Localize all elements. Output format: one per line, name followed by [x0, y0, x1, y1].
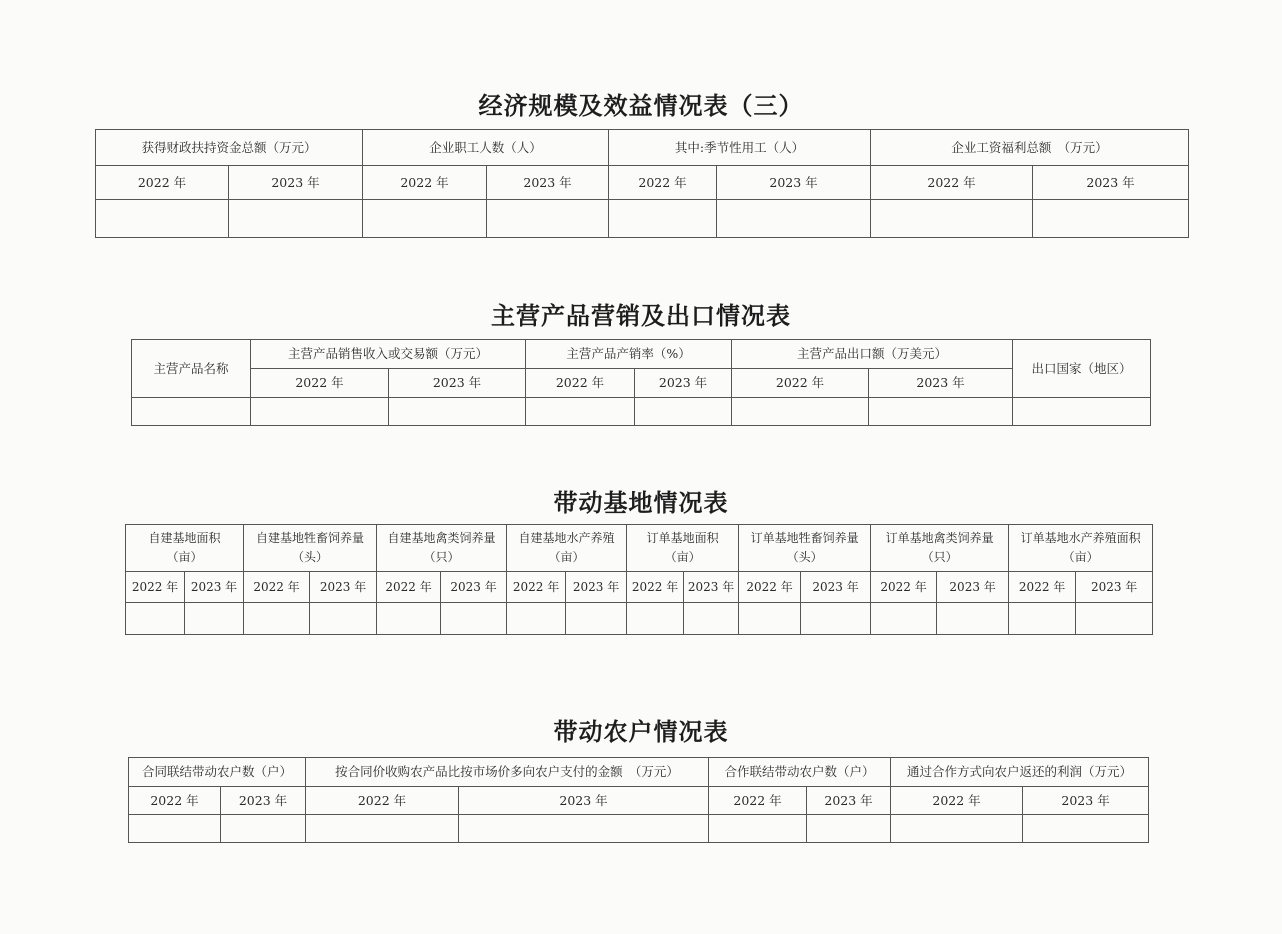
input-cell[interactable]: [377, 603, 441, 635]
input-cell[interactable]: [507, 603, 566, 635]
year-cell: 2022 年: [891, 787, 1023, 815]
year-cell: 2023 年: [185, 572, 244, 603]
year-cell: 2022 年: [377, 572, 441, 603]
header-self-built-aquaculture: 自建基地水产养殖 （亩）: [507, 525, 627, 572]
economic-scale-table: [95, 129, 1189, 238]
header-export-country: 出口国家（地区）: [1013, 340, 1151, 398]
input-cell[interactable]: [306, 815, 459, 843]
header-wage-welfare: 企业工资福利总额 （万元）: [871, 130, 1189, 166]
header-sales-revenue: 主营产品销售收入或交易额（万元）: [251, 340, 526, 369]
input-cell[interactable]: [871, 200, 1033, 238]
year-cell: 2022 年: [126, 572, 185, 603]
header-order-poultry: 订单基地禽类饲养量 （只）: [871, 525, 1009, 572]
input-cell[interactable]: [1013, 398, 1151, 426]
farmer-driving-title: 带动农户情况表: [553, 717, 729, 746]
input-cell[interactable]: [487, 200, 609, 238]
year-cell: 2023 年: [807, 787, 891, 815]
input-cell[interactable]: [363, 200, 487, 238]
year-cell: 2022 年: [609, 166, 717, 200]
input-cell[interactable]: [96, 200, 229, 238]
base-driving-title: 带动基地情况表: [553, 488, 729, 517]
input-cell[interactable]: [871, 603, 937, 635]
input-cell[interactable]: [717, 200, 871, 238]
input-cell[interactable]: [801, 603, 871, 635]
year-cell: 2023 年: [487, 166, 609, 200]
product-marketing-title: 主营产品营销及出口情况表: [491, 301, 791, 330]
base-driving-table: [125, 524, 1153, 635]
year-cell: 2023 年: [1023, 787, 1149, 815]
header-coop-farmers: 合作联结带动农户数（户）: [709, 758, 891, 787]
input-cell[interactable]: [937, 603, 1009, 635]
year-cell: 2022 年: [739, 572, 801, 603]
economic-scale-title: 经济规模及效益情况表（三）: [478, 91, 804, 120]
year-cell: 2023 年: [1033, 166, 1189, 200]
input-cell[interactable]: [566, 603, 627, 635]
input-cell[interactable]: [389, 398, 526, 426]
input-cell[interactable]: [251, 398, 389, 426]
year-cell: 2023 年: [937, 572, 1009, 603]
input-cell[interactable]: [684, 603, 739, 635]
input-cell[interactable]: [129, 815, 221, 843]
year-cell: 2022 年: [526, 369, 635, 398]
year-cell: 2022 年: [627, 572, 684, 603]
year-cell: 2022 年: [96, 166, 229, 200]
input-cell[interactable]: [709, 815, 807, 843]
header-self-built-poultry: 自建基地禽类饲养量 （只）: [377, 525, 507, 572]
input-cell[interactable]: [627, 603, 684, 635]
year-cell: 2022 年: [732, 369, 869, 398]
input-cell[interactable]: [126, 603, 185, 635]
year-cell: 2023 年: [459, 787, 709, 815]
product-marketing-table: [131, 339, 1151, 426]
input-cell[interactable]: [1023, 815, 1149, 843]
header-order-area: 订单基地面积 （亩）: [627, 525, 739, 572]
header-self-built-livestock: 自建基地牲畜饲养量 （头）: [244, 525, 377, 572]
input-cell[interactable]: [221, 815, 306, 843]
input-cell[interactable]: [310, 603, 377, 635]
input-cell[interactable]: [739, 603, 801, 635]
year-cell: 2023 年: [635, 369, 732, 398]
input-cell[interactable]: [1076, 603, 1153, 635]
header-product-name: 主营产品名称: [132, 340, 251, 398]
year-cell: 2023 年: [389, 369, 526, 398]
header-profit-returned: 通过合作方式向农户返还的利润（万元）: [891, 758, 1149, 787]
year-cell: 2023 年: [566, 572, 627, 603]
header-order-livestock: 订单基地牲畜饲养量 （头）: [739, 525, 871, 572]
year-cell: 2023 年: [229, 166, 363, 200]
header-seasonal-workers: 其中:季节性用工（人）: [609, 130, 871, 166]
input-cell[interactable]: [609, 200, 717, 238]
year-cell: 2022 年: [709, 787, 807, 815]
year-cell: 2022 年: [507, 572, 566, 603]
year-cell: 2023 年: [441, 572, 507, 603]
header-fiscal-support: 获得财政扶持资金总额（万元）: [96, 130, 363, 166]
input-cell[interactable]: [1009, 603, 1076, 635]
input-cell[interactable]: [635, 398, 732, 426]
header-sales-ratio: 主营产品产销率（%）: [526, 340, 732, 369]
year-cell: 2022 年: [251, 369, 389, 398]
header-order-aquaculture: 订单基地水产养殖面积 （亩）: [1009, 525, 1153, 572]
input-cell[interactable]: [807, 815, 891, 843]
input-cell[interactable]: [441, 603, 507, 635]
input-cell[interactable]: [185, 603, 244, 635]
year-cell: 2022 年: [129, 787, 221, 815]
input-cell[interactable]: [526, 398, 635, 426]
input-cell[interactable]: [459, 815, 709, 843]
year-cell: 2022 年: [306, 787, 459, 815]
farmer-driving-table: [128, 757, 1149, 843]
year-cell: 2022 年: [871, 572, 937, 603]
header-export-amount: 主营产品出口额（万美元）: [732, 340, 1013, 369]
input-cell[interactable]: [244, 603, 310, 635]
year-cell: 2023 年: [869, 369, 1013, 398]
year-cell: 2023 年: [1076, 572, 1153, 603]
header-premium-paid: 按合同价收购农产品比按市场价多向农户支付的金额 （万元）: [306, 758, 709, 787]
input-cell[interactable]: [1033, 200, 1189, 238]
input-cell[interactable]: [132, 398, 251, 426]
year-cell: 2022 年: [1009, 572, 1076, 603]
year-cell: 2022 年: [244, 572, 310, 603]
header-contract-farmers: 合同联结带动农户数（户）: [129, 758, 306, 787]
year-cell: 2023 年: [310, 572, 377, 603]
year-cell: 2022 年: [363, 166, 487, 200]
year-cell: 2022 年: [871, 166, 1033, 200]
input-cell[interactable]: [732, 398, 869, 426]
year-cell: 2023 年: [801, 572, 871, 603]
input-cell[interactable]: [869, 398, 1013, 426]
year-cell: 2023 年: [717, 166, 871, 200]
input-cell[interactable]: [229, 200, 363, 238]
header-employees: 企业职工人数（人）: [363, 130, 609, 166]
header-self-built-area: 自建基地面积 （亩）: [126, 525, 244, 572]
year-cell: 2023 年: [684, 572, 739, 603]
input-cell[interactable]: [891, 815, 1023, 843]
year-cell: 2023 年: [221, 787, 306, 815]
